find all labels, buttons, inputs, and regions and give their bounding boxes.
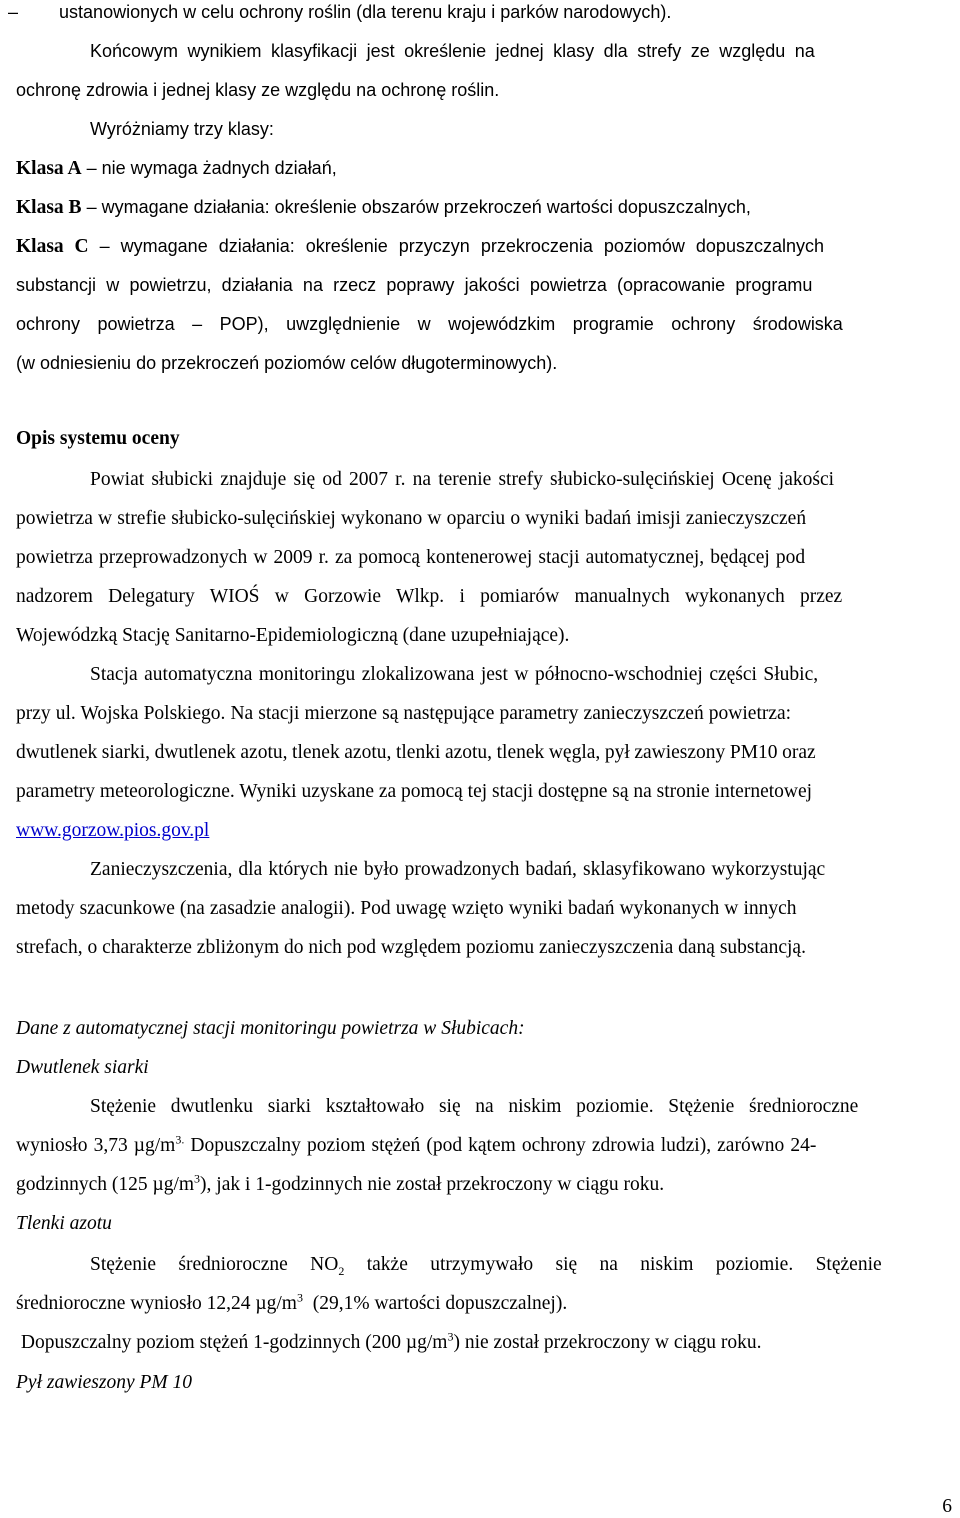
text-run: Dopuszczalny poziom stężeń (pod kątem ochrony zdrowia ludzi), zarówno 24-: [184, 1135, 817, 1156]
criteria-text: ustanowionych w celu ochrony roślin (dla terenu kraju i parków narodowych).: [59, 2, 672, 22]
paragraph-line: przy ul. Wojska Polskiego. Na stacji mierzone są następujące parametry zanieczyszczeń powietrza:: [16, 703, 792, 724]
section-heading-dane: Dane z automatycznej stacji monitoringu powietrza w Słubicach:: [16, 1018, 525, 1039]
paragraph-line: [16, 1290, 956, 1315]
paragraph-line: Powiat słubicki znajduje się od 2007 r. na terenie strefy słubicko-sulęcińskiej Ocenę jakości: [90, 469, 835, 490]
subheading-so2: Dwutlenek siarki: [16, 1057, 149, 1078]
paragraph-line: Zanieczyszczenia, dla których nie było prowadzonych badań, sklasyfikowano wykorzystując: [90, 859, 826, 880]
class-a-line: [16, 158, 956, 180]
superscript: 3: [447, 1329, 454, 1344]
text-run: godzinnych (125 µg/m: [16, 1174, 195, 1195]
class-a-text: – nie wymaga żadnych działań,: [81, 158, 337, 178]
text-run: wyniosło 3,73 µg/m: [16, 1135, 176, 1156]
class-c-continued-1: substancji w powietrzu, działania na rzecz poprawy jakości powietrza (opracowanie programu: [16, 275, 813, 295]
superscript: 3: [194, 1171, 201, 1186]
paragraph-line: [16, 1329, 956, 1354]
classes-intro: Wyróżniamy trzy klasy:: [90, 119, 274, 139]
paragraph-line: [90, 1254, 956, 1276]
paragraph-line: [16, 820, 956, 842]
superscript: 3: [296, 1290, 303, 1305]
classification-result-text: Końcowym wynikiem klasyfikacji jest określenie jednej klasy dla strefy ze względu na: [90, 41, 815, 61]
class-c-continued-3: (w odniesieniu do przekroczeń poziomów celów długoterminowych).: [16, 353, 558, 373]
class-b-text: – wymagane działania: określenie obszarów przekroczeń wartości dopuszczalnych,: [81, 197, 751, 217]
classification-result-line: [90, 41, 956, 62]
paragraph-line: nadzorem Delegatury WIOŚ w Gorzowie Wlkp. i pomiarów manualnych wykonanych przez: [16, 586, 843, 607]
bullet-dash: –: [8, 2, 19, 22]
text-run: Dopuszczalny poziom stężeń 1-godzinnych (200 µg/m: [16, 1332, 448, 1353]
paragraph-line: Stężenie dwutlenku siarki kształtowało się na niskim poziomie. Stężenie średnioroczne: [90, 1096, 859, 1117]
text-run: ) nie został przekroczony w ciągu roku.: [453, 1332, 762, 1353]
section-heading-opis: Opis systemu oceny: [16, 428, 180, 449]
text-run: Stężenie średnioroczne NO: [90, 1254, 339, 1275]
class-c-line: [16, 236, 956, 258]
class-a-label: Klasa A: [16, 158, 82, 179]
text-run: (29,1% wartości dopuszczalnej).: [302, 1293, 568, 1314]
paragraph-line: [16, 1171, 956, 1196]
text-run: ), jak i 1-godzinnych nie został przekroczony w ciągu roku.: [200, 1174, 665, 1195]
paragraph-line: [16, 1132, 956, 1157]
page-number: 6: [942, 1496, 952, 1517]
paragraph-line: parametry meteorologiczne. Wyniki uzyskane za pomocą tej stacji dostępne są na stronie internetowej: [16, 781, 813, 802]
paragraph-line: powietrza w strefie słubicko-sulęcińskiej wykonano w oparciu o wyniki badań imisji zanieczyszczeń: [16, 508, 807, 529]
superscript: 3.: [175, 1132, 185, 1147]
subheading-pm10: Pył zawieszony PM 10: [16, 1372, 193, 1393]
class-c-label: Klasa C: [16, 236, 89, 257]
paragraph-line: Wojewódzką Stację Sanitarno-Epidemiologiczną (dane uzupełniające).: [16, 625, 570, 646]
class-b-line: [16, 197, 956, 219]
class-criteria-line: [8, 2, 948, 23]
text-run: średnioroczne wyniosło 12,24 µg/m: [16, 1293, 297, 1314]
class-c-text: – wymagane działania: określenie przyczyn przekroczenia poziomów dopuszczalnych: [88, 236, 824, 256]
paragraph-line: Stacja automatyczna monitoringu zlokalizowana jest w północno-wschodniej części Słubic,: [90, 664, 819, 685]
paragraph-line: strefach, o charakterze zbliżonym do nich pod względem poziomu zanieczyszczenia daną substancją.: [16, 937, 806, 958]
subheading-nox: Tlenki azotu: [16, 1213, 112, 1234]
classification-result-continued: ochronę zdrowia i jednej klasy ze względu na ochronę roślin.: [16, 80, 500, 100]
paragraph-line: powietrza przeprowadzonych w 2009 r. za pomocą kontenerowej stacji automatycznej, będącej pod: [16, 547, 806, 568]
paragraph-line: dwutlenek siarki, dwutlenek azotu, tlenek azotu, tlenki azotu, tlenek węgla, pył zawieszony PM10 oraz: [16, 742, 816, 763]
class-b-label: Klasa B: [16, 197, 82, 218]
wios-website-link[interactable]: www.gorzow.pios.gov.pl: [16, 820, 210, 841]
class-c-continued-2: ochrony powietrza – POP), uwzględnienie w wojewódzkim programie ochrony środowiska: [16, 314, 843, 334]
paragraph-line: metody szacunkowe (na zasadzie analogii). Pod uwagę wzięto wyniki badań wykonanych w innych: [16, 898, 797, 919]
text-run: także utrzymywało się na niskim poziomie. Stężenie: [344, 1254, 882, 1275]
subscript: 2: [338, 1263, 345, 1278]
